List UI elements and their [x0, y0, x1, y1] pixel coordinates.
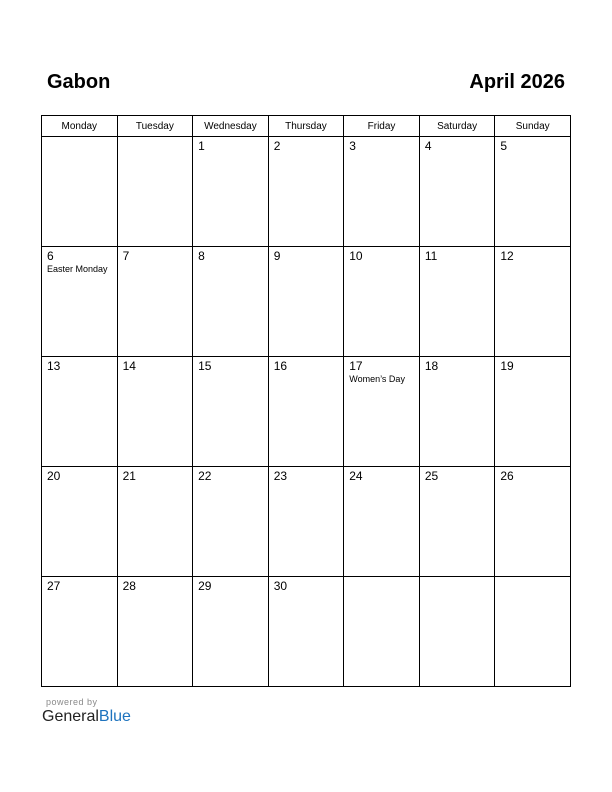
empty-day-cell [117, 137, 193, 247]
day-number: 30 [273, 579, 288, 593]
day-number: 2 [273, 139, 281, 153]
day-number: 17 [349, 359, 363, 373]
day-number: 15 [198, 359, 212, 373]
day-number: 8 [198, 249, 205, 263]
weekday-wednesday: Wednesday [193, 116, 269, 137]
day-cell [42, 357, 118, 467]
day-number: 6 [47, 249, 54, 263]
day-cell [419, 357, 495, 467]
empty-day-cell [495, 577, 571, 687]
day-number: 14 [122, 359, 136, 373]
week-row [42, 137, 571, 247]
day-number: 10 [349, 249, 363, 263]
day-cell [344, 137, 420, 247]
day-number: 4 [424, 139, 432, 153]
day-number: 20 [47, 469, 61, 483]
day-cell [117, 577, 193, 687]
day-cell [495, 247, 571, 357]
week-row [42, 577, 571, 687]
day-number: 24 [349, 469, 363, 483]
day-cell [193, 137, 269, 247]
day-cell [42, 467, 118, 577]
powered-by-label: powered by [46, 697, 98, 707]
day-number: 9 [273, 249, 281, 263]
day-cell [268, 357, 344, 467]
day-number: 23 [273, 469, 288, 483]
day-cell [193, 577, 269, 687]
weekday-header-row [42, 116, 571, 137]
holiday-label: Easter Monday [47, 264, 108, 274]
day-number: 29 [198, 579, 212, 593]
brand-general-text: General [42, 708, 99, 725]
day-cell [495, 137, 571, 247]
weekday-monday: Monday [42, 116, 118, 137]
day-cell [268, 467, 344, 577]
generalblue-logo[interactable] [42, 708, 131, 726]
country-title: Gabon [47, 71, 111, 93]
day-cell [117, 467, 193, 577]
day-cell [495, 467, 571, 577]
day-cell [268, 577, 344, 687]
day-cell [117, 247, 193, 357]
day-cell [419, 137, 495, 247]
month-year-title: April 2026 [469, 71, 565, 93]
day-cell [419, 467, 495, 577]
week-row [42, 467, 571, 577]
day-cell [117, 357, 193, 467]
day-cell [344, 247, 420, 357]
day-number: 16 [273, 359, 288, 373]
day-number: 18 [424, 359, 439, 373]
day-cell [193, 357, 269, 467]
day-cell [193, 467, 269, 577]
day-number: 26 [500, 469, 514, 483]
day-cell [344, 357, 420, 467]
day-number: 25 [424, 469, 439, 483]
weekday-saturday: Saturday [419, 116, 495, 137]
calendar-grid [41, 115, 571, 687]
day-number: 7 [122, 249, 130, 263]
empty-day-cell [419, 577, 495, 687]
day-number: 1 [198, 139, 205, 153]
week-row [42, 357, 571, 467]
brand-blue-text: Blue [98, 708, 131, 725]
weekday-thursday: Thursday [268, 116, 344, 137]
weekday-sunday: Sunday [495, 116, 571, 137]
day-number: 3 [349, 139, 356, 153]
weekday-tuesday: Tuesday [117, 116, 193, 137]
day-cell [495, 357, 571, 467]
day-number: 12 [500, 249, 514, 263]
weekday-friday: Friday [344, 116, 420, 137]
day-number: 22 [198, 469, 212, 483]
empty-day-cell [42, 137, 118, 247]
day-cell [42, 577, 118, 687]
holiday-label: Women’s Day [349, 374, 405, 384]
day-number: 13 [47, 359, 61, 373]
day-number: 21 [122, 469, 136, 483]
day-cell [419, 247, 495, 357]
day-cell [42, 247, 118, 357]
day-number: 28 [122, 579, 136, 593]
day-cell [268, 137, 344, 247]
day-cell [268, 247, 344, 357]
day-number: 11 [424, 249, 438, 263]
empty-day-cell [344, 577, 420, 687]
day-number: 19 [500, 359, 514, 373]
week-row [42, 247, 571, 357]
day-number: 5 [500, 139, 508, 153]
day-number: 27 [47, 579, 61, 593]
day-cell [193, 247, 269, 357]
day-cell [344, 467, 420, 577]
